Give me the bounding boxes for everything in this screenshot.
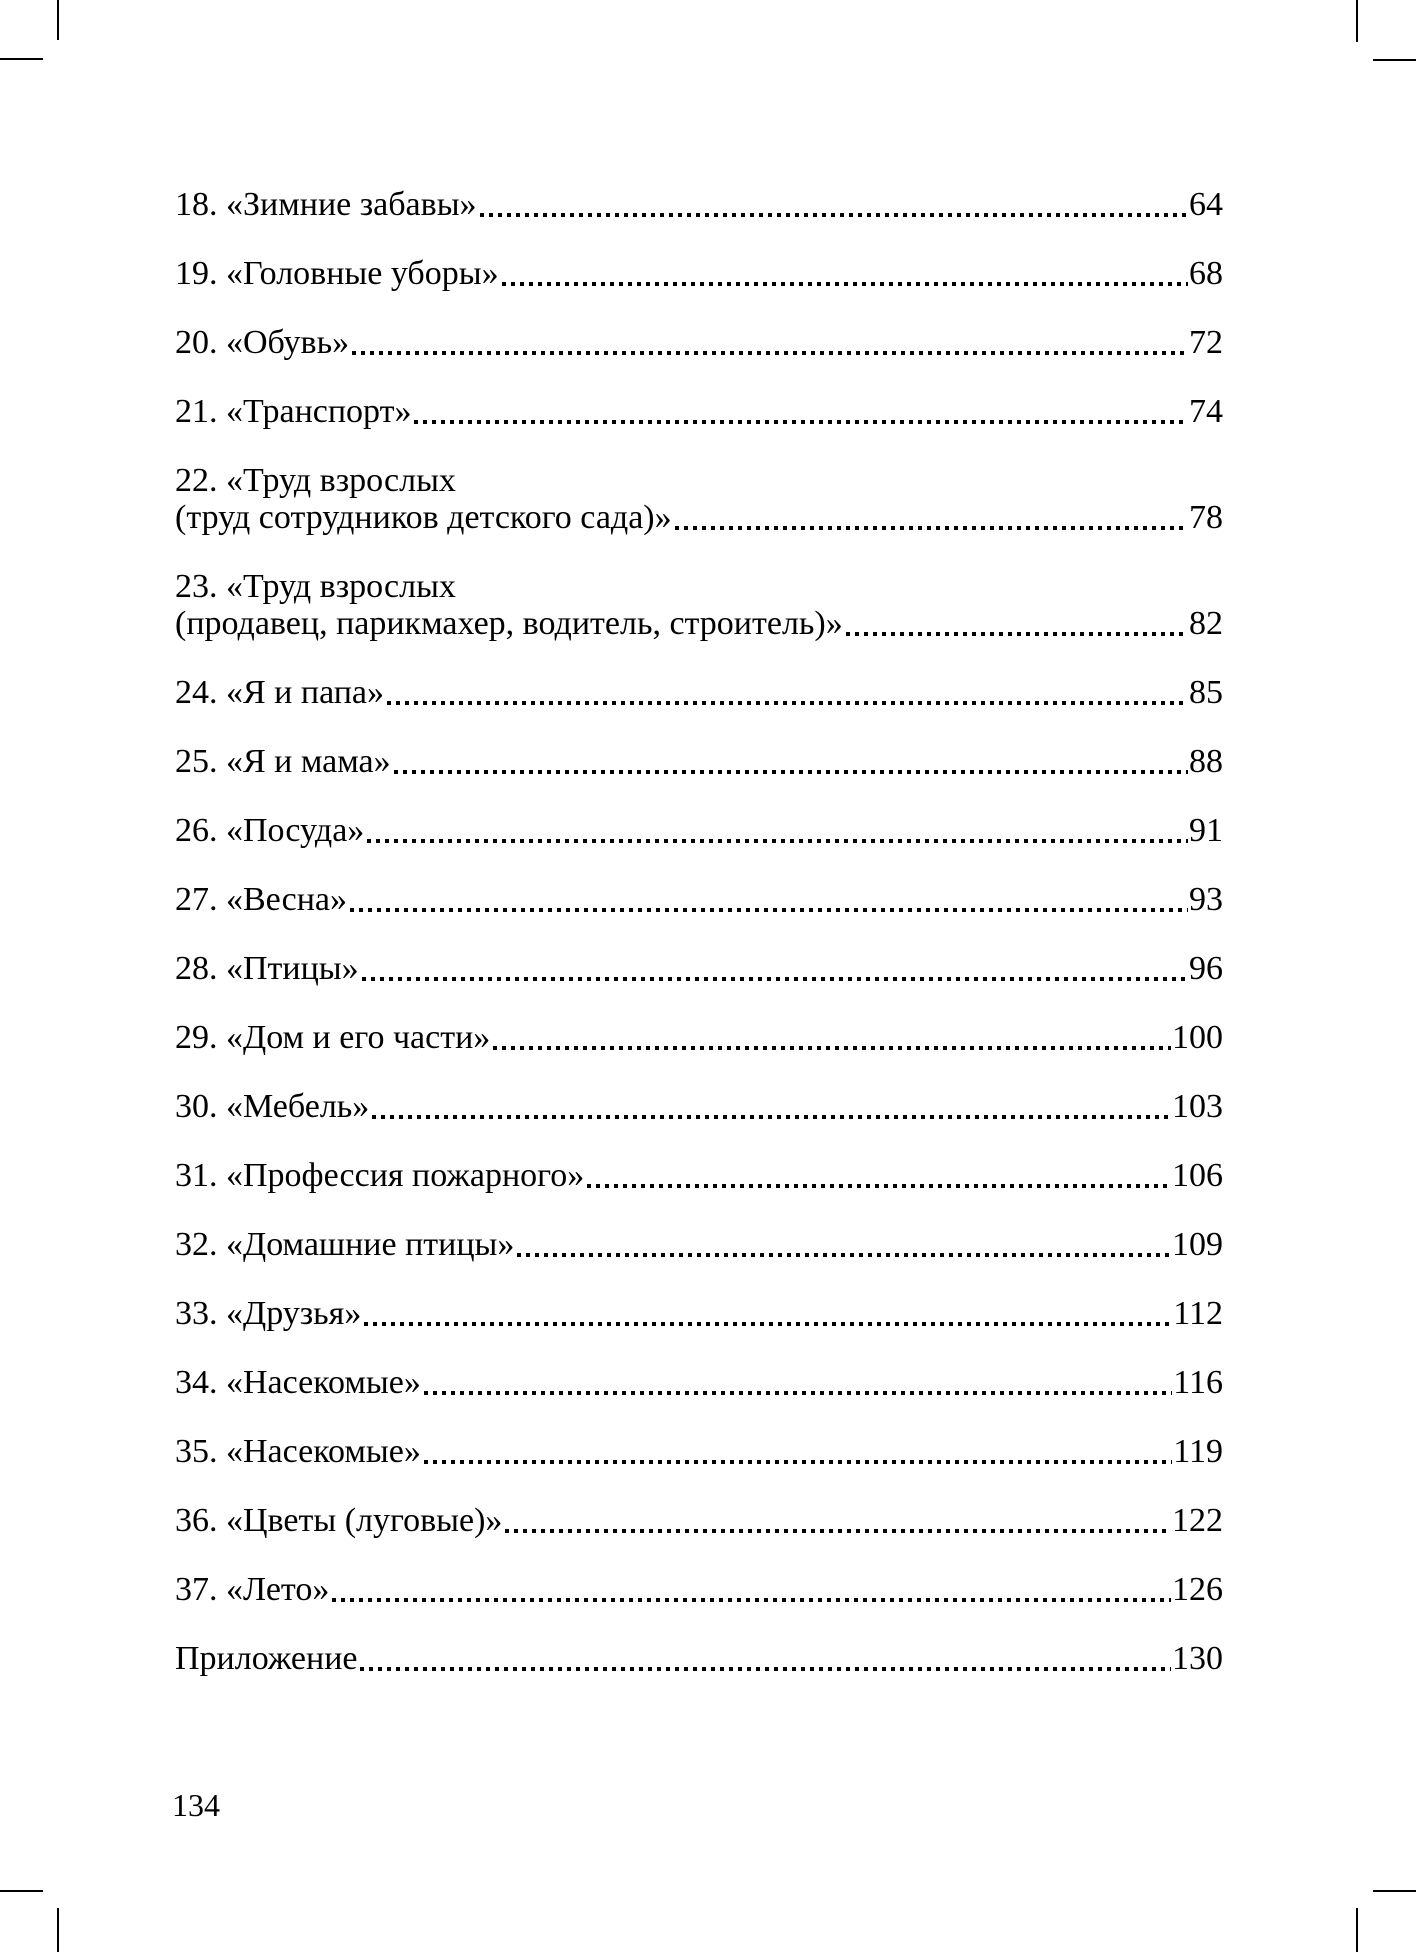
- toc-entry-row: [175, 255, 1223, 292]
- toc-entry-page-number: 106: [1172, 1157, 1223, 1194]
- toc-entry-row: [175, 186, 1223, 223]
- toc-entry-title: 37. «Лето»: [175, 1571, 330, 1608]
- crop-mark-top-left-vertical: [57, 0, 59, 40]
- toc-entry-page-number: 109: [1172, 1226, 1223, 1263]
- crop-mark-top-right-horizontal: [1373, 59, 1416, 61]
- toc-entry-page-number: 68: [1189, 255, 1223, 292]
- toc-entry-title: 21. «Транспорт»: [175, 393, 412, 430]
- toc-entry-title: 24. «Я и папа»: [175, 674, 384, 711]
- toc-entry-row: [175, 1019, 1223, 1056]
- toc-entry: [175, 1640, 1223, 1677]
- crop-mark-bottom-left-vertical: [57, 1908, 59, 1952]
- dot-leader: [587, 1184, 1171, 1194]
- dot-leader: [502, 282, 1188, 292]
- toc-entry-page-number: 72: [1189, 324, 1223, 361]
- toc-entry-title: Приложение: [175, 1640, 358, 1677]
- dot-leader: [493, 1046, 1171, 1056]
- dot-leader: [387, 701, 1188, 711]
- toc-entry: [175, 393, 1223, 430]
- crop-mark-bottom-left-horizontal: [0, 1890, 43, 1892]
- toc-entry-page-number: 116: [1173, 1364, 1223, 1401]
- toc-entry-title: 20. «Обувь»: [175, 324, 350, 361]
- dot-leader: [675, 526, 1188, 536]
- toc-entry-title: 27. «Весна»: [175, 881, 347, 918]
- toc-entry-row: [175, 950, 1223, 987]
- dot-leader: [394, 770, 1188, 780]
- toc-entry-row: [175, 393, 1223, 430]
- dot-leader: [367, 839, 1188, 849]
- toc-entry-row: [175, 812, 1223, 849]
- toc-entry-title: 30. «Мебель»: [175, 1088, 370, 1125]
- toc-entry-title-line: 22. «Труд взрослых: [175, 462, 456, 499]
- toc-entry-title: 18. «Зимние забавы»: [175, 186, 477, 223]
- table-of-contents: [175, 186, 1223, 1709]
- toc-entry-page-number: 85: [1189, 674, 1223, 711]
- toc-entry-row: [175, 1571, 1223, 1608]
- crop-mark-bottom-right-vertical: [1356, 1908, 1358, 1952]
- dot-leader: [424, 1460, 1172, 1470]
- crop-mark-top-left-horizontal: [0, 58, 43, 60]
- toc-entry: [175, 950, 1223, 987]
- toc-entry-row: [175, 1088, 1223, 1125]
- toc-entry-row: [175, 1295, 1223, 1332]
- toc-entry: [175, 568, 1223, 642]
- toc-entry-page-number: 88: [1189, 743, 1223, 780]
- toc-entry-title: 33. «Друзья»: [175, 1295, 362, 1332]
- toc-entry: [175, 1502, 1223, 1539]
- toc-entry-title: 34. «Насекомые»: [175, 1364, 421, 1401]
- toc-entry-title: 25. «Я и мама»: [175, 743, 391, 780]
- toc-entry: [175, 462, 1223, 536]
- toc-entry-row: [175, 605, 1223, 642]
- toc-entry: [175, 1226, 1223, 1263]
- toc-entry-page-number: 130: [1172, 1640, 1223, 1677]
- dot-leader: [505, 1529, 1171, 1539]
- toc-entry: [175, 1157, 1223, 1194]
- toc-entry-page-number: 82: [1189, 605, 1223, 642]
- toc-entry-title: 26. «Посуда»: [175, 812, 365, 849]
- toc-entry-page-number: 96: [1189, 950, 1223, 987]
- toc-entry-page-number: 112: [1173, 1295, 1223, 1332]
- toc-entry-row: [175, 1157, 1223, 1194]
- dot-leader: [352, 351, 1188, 361]
- dot-leader: [360, 1667, 1171, 1677]
- toc-entry-row: [175, 324, 1223, 361]
- toc-entry-row: [175, 499, 1223, 536]
- toc-entry-title: 35. «Насекомые»: [175, 1433, 421, 1470]
- dot-leader: [480, 213, 1188, 223]
- toc-entry-row: [175, 674, 1223, 711]
- dot-leader: [332, 1598, 1171, 1608]
- toc-entry-title: (продавец, парикмахер, водитель, строитель)»: [175, 605, 843, 642]
- toc-entry-row: [175, 1226, 1223, 1263]
- toc-entry-row: [175, 1502, 1223, 1539]
- dot-leader: [414, 420, 1188, 430]
- toc-entry: [175, 1019, 1223, 1056]
- toc-entry-row: [175, 1433, 1223, 1470]
- toc-entry: [175, 1295, 1223, 1332]
- toc-entry: [175, 255, 1223, 292]
- dot-leader: [517, 1253, 1171, 1263]
- toc-entry-row: [175, 881, 1223, 918]
- toc-entry-row: [175, 1364, 1223, 1401]
- crop-mark-top-right-vertical: [1356, 0, 1358, 42]
- dot-leader: [846, 632, 1188, 642]
- toc-entry-row: [175, 1640, 1223, 1677]
- toc-entry: [175, 186, 1223, 223]
- toc-entry: [175, 674, 1223, 711]
- toc-entry-page-number: 103: [1172, 1088, 1223, 1125]
- toc-entry: [175, 1433, 1223, 1470]
- toc-entry-page-number: 93: [1189, 881, 1223, 918]
- toc-entry: [175, 743, 1223, 780]
- page-number: 134: [172, 1787, 220, 1823]
- toc-entry-title: 32. «Домашние птицы»: [175, 1226, 515, 1263]
- toc-entry-page-number: 74: [1189, 393, 1223, 430]
- toc-entry: [175, 324, 1223, 361]
- toc-entry-title-line: 23. «Труд взрослых: [175, 568, 456, 605]
- toc-entry-page-number: 64: [1189, 186, 1223, 223]
- dot-leader: [372, 1115, 1171, 1125]
- toc-entry-title: 31. «Профессия пожарного»: [175, 1157, 585, 1194]
- toc-entry: [175, 881, 1223, 918]
- toc-entry-title: 28. «Птицы»: [175, 950, 359, 987]
- toc-entry-title: 29. «Дом и его части»: [175, 1019, 491, 1056]
- toc-entry-row: [175, 743, 1223, 780]
- toc-entry-page-number: 122: [1172, 1502, 1223, 1539]
- toc-entry-title: 36. «Цветы (луговые)»: [175, 1502, 503, 1539]
- toc-entry: [175, 1364, 1223, 1401]
- toc-entry-page-number: 126: [1172, 1571, 1223, 1608]
- toc-entry-page-number: 100: [1172, 1019, 1223, 1056]
- dot-leader: [424, 1391, 1172, 1401]
- toc-entry: [175, 1571, 1223, 1608]
- toc-entry-title: (труд сотрудников детского сада)»: [175, 499, 672, 536]
- toc-entry: [175, 1088, 1223, 1125]
- toc-entry: [175, 812, 1223, 849]
- toc-entry-page-number: 119: [1173, 1433, 1223, 1470]
- toc-entry-page-number: 78: [1189, 499, 1223, 536]
- dot-leader: [350, 908, 1188, 918]
- dot-leader: [362, 977, 1188, 987]
- toc-entry-title: 19. «Головные уборы»: [175, 255, 499, 292]
- crop-mark-bottom-right-horizontal: [1373, 1890, 1416, 1892]
- dot-leader: [364, 1322, 1172, 1332]
- toc-entry-page-number: 91: [1189, 812, 1223, 849]
